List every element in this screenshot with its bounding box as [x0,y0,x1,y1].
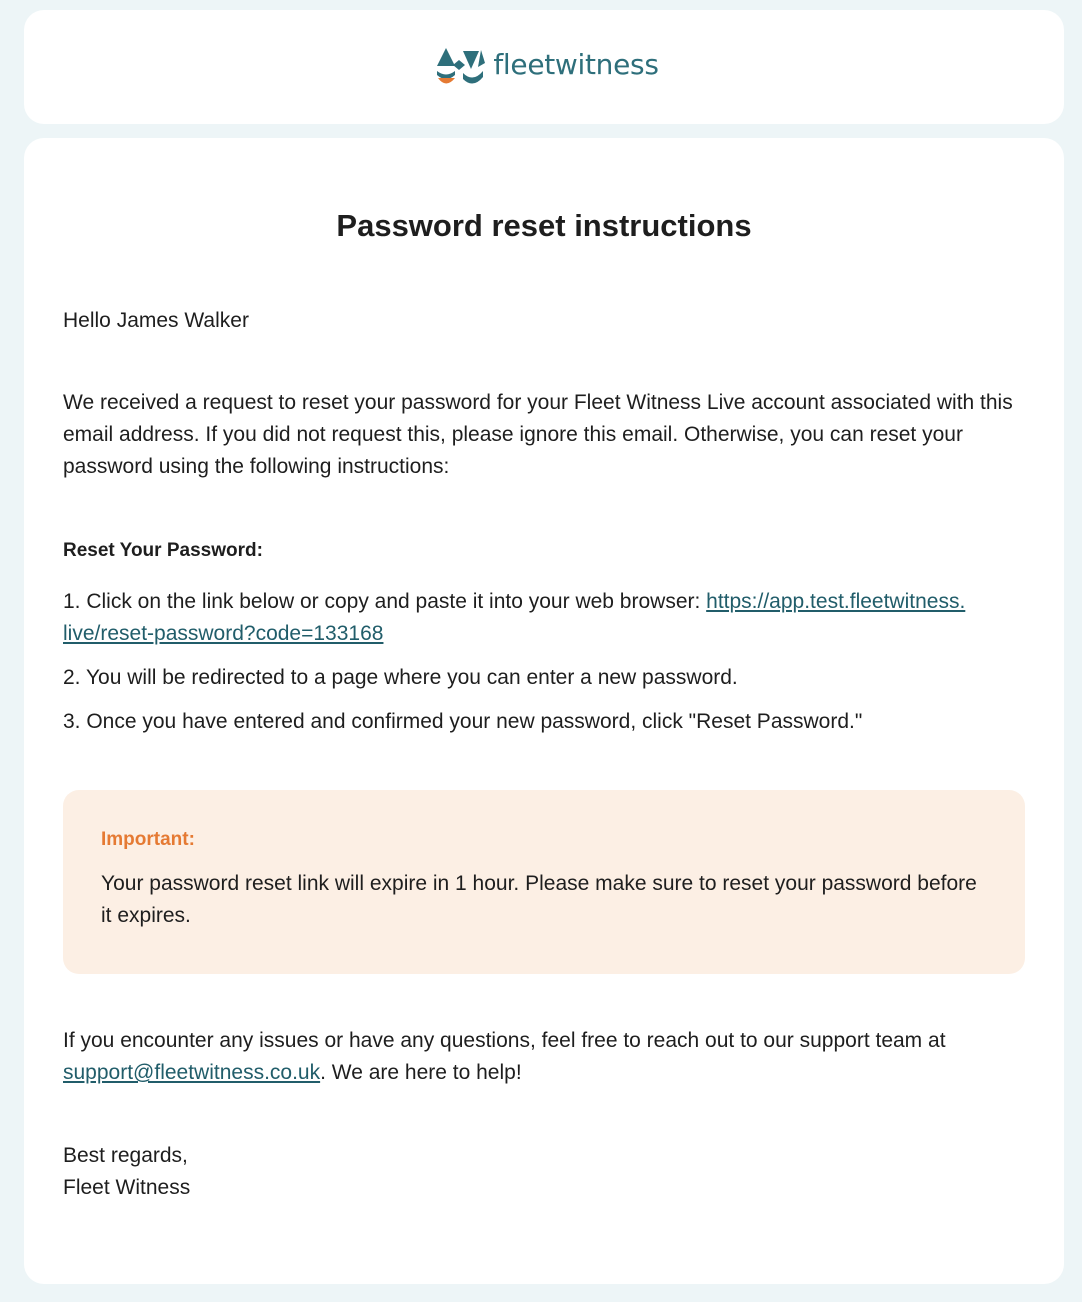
email-header [24,10,1064,124]
intro-paragraph: We received a request to reset your password for your Fleet Witness Live account associated with this email address. If you did not request this, please ignore this email. Otherwise, you can reset your password using the following instructions: [63,391,1013,478]
support-paragraph [63,1025,1025,1089]
reset-link-part-1[interactable]: https://app.test.fleetwitness. [706,590,966,613]
support-text-before: If you encounter any issues or have any questions, feel free to reach out to our support team at [63,1029,946,1052]
step-2: 2. You will be redirected to a page where you can enter a new password. [63,666,738,689]
step-1-text: 1. Click on the link below or copy and paste it into your web browser: [63,590,707,613]
page-title: Password reset instructions [336,208,752,243]
reset-heading: Reset Your Password: [63,540,263,561]
fleetwitness-logo-icon [435,47,487,87]
important-text: Your password reset link will expire in 1 hour. Please make sure to reset your password before it expires. [101,872,977,927]
signoff [63,1140,1025,1204]
reset-link-part-2[interactable]: live/reset-password?code=133168 [63,622,384,645]
signoff-sender: Fleet Witness [63,1176,191,1199]
important-notice [63,790,1025,974]
logo-wordmark: fleetwitness [493,48,659,81]
step-1 [63,586,1025,650]
greeting: Hello James Walker [63,309,249,332]
support-email-link[interactable]: support@fleetwitness.co.uk [63,1061,321,1084]
important-label: Important: [101,829,195,850]
fleetwitness-logo [435,47,658,87]
signoff-regards: Best regards, [63,1144,188,1167]
email-body [24,138,1064,1284]
support-text-after: . We are here to help! [320,1061,522,1084]
step-3: 3. Once you have entered and confirmed your new password, click "Reset Password." [63,710,863,733]
